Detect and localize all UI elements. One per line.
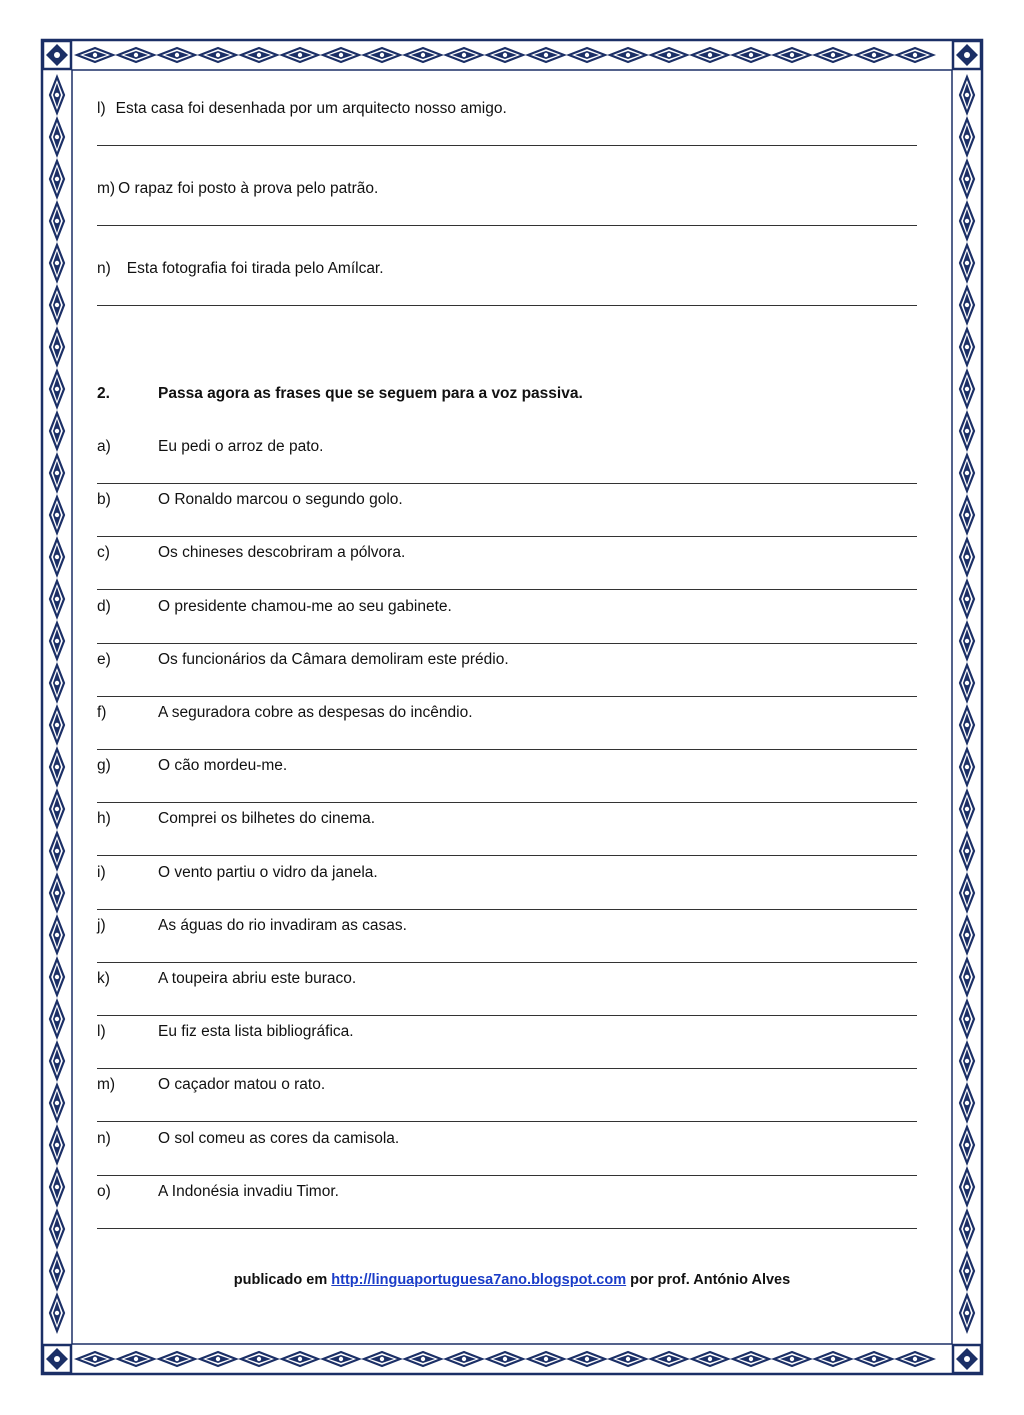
item-sentence: Os chineses descobriram a pólvora. <box>158 544 406 562</box>
border-ornament-icon <box>364 48 400 62</box>
border-ornament-icon <box>50 833 64 869</box>
border-ornament-icon <box>960 1169 974 1205</box>
item-sentence: Comprei os bilhetes do cinema. <box>158 810 376 828</box>
border-ornament-icon <box>960 1295 974 1331</box>
footer <box>0 1272 1024 1288</box>
border-ornament-icon <box>50 665 64 701</box>
item-label: f) <box>97 704 107 721</box>
border-ornament-icon <box>50 1295 64 1331</box>
border-ornament-icon <box>241 1352 277 1366</box>
item-label: m) <box>97 180 116 197</box>
part1-item <box>97 260 384 278</box>
border-ornament-icon <box>960 959 974 995</box>
border-ornament-icon <box>50 1169 64 1205</box>
border-ornament-icon <box>50 791 64 827</box>
border-ornament-icon <box>960 497 974 533</box>
border-ornament-icon <box>774 48 810 62</box>
border-ornament-icon <box>815 1352 851 1366</box>
answer-line[interactable] <box>97 145 917 146</box>
answer-line[interactable] <box>97 1175 917 1176</box>
border-ornament-icon <box>50 413 64 449</box>
border-ornament-icon <box>960 161 974 197</box>
border-ornament-icon <box>960 1127 974 1163</box>
border-ornament-icon <box>50 371 64 407</box>
item-label: i) <box>97 863 106 881</box>
answer-line[interactable] <box>97 1015 917 1016</box>
border-ornament-icon <box>815 48 851 62</box>
border-ornament-icon <box>50 1043 64 1079</box>
item-label: e) <box>97 650 111 668</box>
answer-line[interactable] <box>97 802 917 803</box>
border-ornament-icon <box>960 77 974 113</box>
border-ornament-icon <box>50 623 64 659</box>
border-ornament-icon <box>651 1352 687 1366</box>
item-label: a) <box>97 438 111 455</box>
item-label: k) <box>97 970 110 987</box>
border-ornament-icon <box>960 917 974 953</box>
border-ornament-icon <box>282 48 318 62</box>
border-ornament-icon <box>487 48 523 62</box>
item-sentence: O caçador matou o rato. <box>158 1076 326 1094</box>
item-sentence: O rapaz foi posto à prova pelo patrão. <box>118 180 379 197</box>
border-ornament-icon <box>960 371 974 407</box>
item-label: m) <box>97 1076 116 1094</box>
border-ornament-icon <box>960 665 974 701</box>
border-ornament-icon <box>77 1352 113 1366</box>
answer-line[interactable] <box>97 536 917 537</box>
footer-link[interactable]: http://linguaportuguesa7ano.blogspot.com <box>331 1272 627 1288</box>
border-ornament-icon <box>282 1352 318 1366</box>
answer-line[interactable] <box>97 305 917 306</box>
border-ornament-icon <box>774 1352 810 1366</box>
border-ornament-icon <box>856 48 892 62</box>
footer-suffix: por prof. António Alves <box>626 1272 791 1288</box>
border-ornament-icon <box>50 1127 64 1163</box>
item-sentence: Esta casa foi desenhada por um arquitecto nosso amigo. <box>115 100 507 117</box>
answer-line[interactable] <box>97 589 917 590</box>
border-ornament-icon <box>50 245 64 281</box>
border-ornament-icon <box>610 48 646 62</box>
border-ornament-icon <box>960 119 974 155</box>
border-ornament-icon <box>50 497 64 533</box>
border-ornament-icon <box>651 48 687 62</box>
item-label: h) <box>97 810 111 828</box>
item-label: b) <box>97 491 111 509</box>
border-ornament-icon <box>50 707 64 743</box>
border-ornament-icon <box>856 1352 892 1366</box>
item-label: o) <box>97 1182 111 1200</box>
border-ornament-icon <box>323 48 359 62</box>
border-ornament-icon <box>241 48 277 62</box>
border-ornament-icon <box>960 1211 974 1247</box>
border-ornament-icon <box>692 1352 728 1366</box>
border-ornament-icon <box>960 413 974 449</box>
border-ornament-icon <box>897 48 933 62</box>
border-ornament-icon <box>960 1001 974 1037</box>
item-label: d) <box>97 597 111 615</box>
border-ornament-icon <box>50 1211 64 1247</box>
answer-line[interactable] <box>97 749 917 750</box>
border-ornament-icon <box>364 1352 400 1366</box>
border-ornament-icon <box>960 455 974 491</box>
item-sentence: O sol comeu as cores da camisola. <box>158 1129 400 1147</box>
border-ornament-icon <box>692 48 728 62</box>
border-ornament-icon <box>323 1352 359 1366</box>
border-ornament-icon <box>446 48 482 62</box>
answer-line[interactable] <box>97 1121 917 1122</box>
border-ornament-icon <box>960 1085 974 1121</box>
border-ornament-icon <box>50 959 64 995</box>
border-ornament-icon <box>487 1352 523 1366</box>
border-ornament-icon <box>50 749 64 785</box>
answer-line[interactable] <box>97 855 917 856</box>
border-ornament-icon <box>405 48 441 62</box>
border-ornament-icon <box>50 455 64 491</box>
border-ornament-icon <box>960 203 974 239</box>
answer-line[interactable] <box>97 1228 917 1229</box>
item-sentence: O vento partiu o vidro da janela. <box>158 863 378 881</box>
answer-line[interactable] <box>97 909 917 910</box>
border-ornament-icon <box>960 707 974 743</box>
exercise-title: Passa agora as frases que se seguem para a voz passiva. <box>158 385 583 402</box>
border-ornament-icon <box>50 77 64 113</box>
border-ornament-icon <box>960 539 974 575</box>
border-ornament-icon <box>50 917 64 953</box>
item-sentence: Eu pedi o arroz de pato. <box>158 438 324 455</box>
item-sentence: O Ronaldo marcou o segundo golo. <box>158 491 403 509</box>
border-ornament-icon <box>960 245 974 281</box>
item-label: c) <box>97 544 110 562</box>
border-ornament-icon <box>960 875 974 911</box>
item-label: n) <box>97 260 111 277</box>
item-sentence: Esta fotografia foi tirada pelo Amílcar. <box>126 260 384 277</box>
border-ornament-icon <box>446 1352 482 1366</box>
border-ornament-icon <box>897 1352 933 1366</box>
border-ornament-icon <box>960 287 974 323</box>
border-ornament-icon <box>50 581 64 617</box>
border-ornament-icon <box>960 623 974 659</box>
border-ornament-icon <box>50 287 64 323</box>
border-ornament-icon <box>960 749 974 785</box>
border-ornament-icon <box>50 539 64 575</box>
border-ornament-icon <box>50 119 64 155</box>
border-ornament-icon <box>960 581 974 617</box>
border-ornament-icon <box>50 875 64 911</box>
border-ornament-icon <box>528 48 564 62</box>
item-label: j) <box>97 916 106 934</box>
answer-line[interactable] <box>97 962 917 963</box>
item-sentence: O cão mordeu-me. <box>158 757 288 775</box>
item-sentence: A Indonésia invadiu Timor. <box>158 1182 339 1200</box>
border-ornament-icon <box>405 1352 441 1366</box>
item-label: n) <box>97 1129 111 1147</box>
item-label: g) <box>97 757 111 775</box>
border-ornament-icon <box>733 1352 769 1366</box>
border-ornament-icon <box>200 1352 236 1366</box>
border-ornament-icon <box>159 48 195 62</box>
border-ornament-icon <box>159 1352 195 1366</box>
border-ornament-icon <box>610 1352 646 1366</box>
border-ornament-icon <box>50 1085 64 1121</box>
border-ornament-icon <box>118 48 154 62</box>
border-ornament-icon <box>960 833 974 869</box>
border-ornament-icon <box>50 203 64 239</box>
item-sentence: Eu fiz esta lista bibliográfica. <box>158 1023 354 1041</box>
item-label: l) <box>97 100 106 117</box>
item-sentence: A seguradora cobre as despesas do incêndio. <box>158 704 473 721</box>
item-sentence: O presidente chamou-me ao seu gabinete. <box>158 597 452 615</box>
border-ornament-icon <box>50 1001 64 1037</box>
answer-line[interactable] <box>97 696 917 697</box>
item-label: l) <box>97 1023 106 1041</box>
answer-line[interactable] <box>97 483 917 484</box>
item-sentence: A toupeira abriu este buraco. <box>158 970 357 987</box>
answer-line[interactable] <box>97 225 917 226</box>
part1-item <box>97 180 378 198</box>
item-sentence: Os funcionários da Câmara demoliram este prédio. <box>158 650 509 668</box>
footer-prefix: publicado em <box>233 1272 332 1288</box>
exercise-number: 2. <box>97 385 110 402</box>
border-ornament-icon <box>50 161 64 197</box>
border-ornament-icon <box>569 48 605 62</box>
item-sentence: As águas do rio invadiram as casas. <box>158 916 407 934</box>
border-ornament-icon <box>118 1352 154 1366</box>
answer-line[interactable] <box>97 643 917 644</box>
border-ornament-icon <box>77 48 113 62</box>
border-ornament-icon <box>960 1043 974 1079</box>
border-ornament-icon <box>528 1352 564 1366</box>
answer-line[interactable] <box>97 1068 917 1069</box>
border-ornament-icon <box>50 329 64 365</box>
border-ornament-icon <box>569 1352 605 1366</box>
border-ornament-icon <box>960 791 974 827</box>
part1-item <box>97 100 507 118</box>
border-ornament-icon <box>960 329 974 365</box>
border-ornament-icon <box>200 48 236 62</box>
border-ornament-icon <box>733 48 769 62</box>
